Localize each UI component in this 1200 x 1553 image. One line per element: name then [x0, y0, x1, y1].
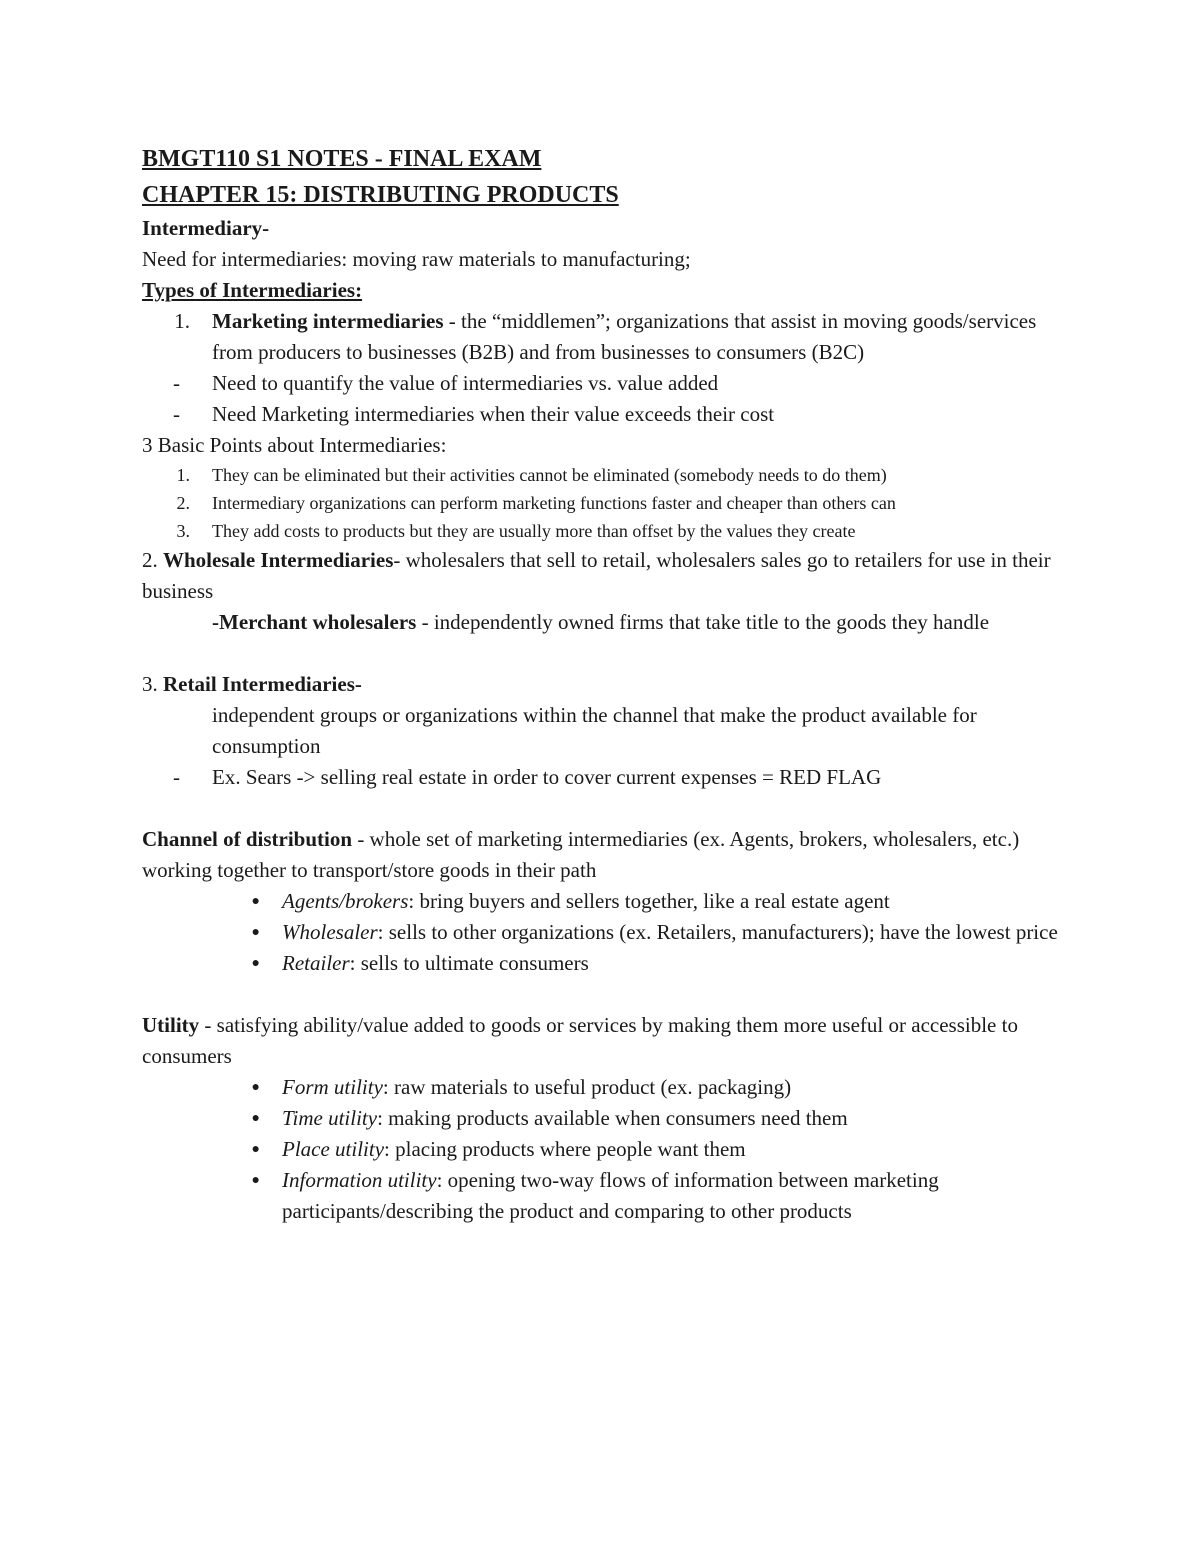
merchant-paragraph	[142, 607, 1062, 638]
dash-marker: -	[173, 371, 180, 395]
bullet-def: : sells to other organizations (ex. Retailers, manufacturers); have the lowest price	[377, 920, 1058, 944]
dash-text: Need Marketing intermediaries when their value exceeds their cost	[212, 402, 775, 426]
retail-heading	[142, 669, 1062, 700]
bullet-def: : making products available when consumers need them	[377, 1106, 848, 1130]
wholesale-prefix: 2.	[142, 548, 163, 572]
dash-marker: -	[173, 765, 180, 789]
intermediary-heading: Intermediary-	[142, 216, 270, 240]
retail-prefix: 3.	[142, 672, 163, 696]
bullet-icon: ●	[251, 1173, 260, 1188]
basic-point-item	[142, 489, 1062, 517]
merchant-term: -Merchant wholesalers	[212, 610, 417, 634]
title-chapter: CHAPTER 15: DISTRIBUTING PRODUCTS	[142, 182, 619, 208]
channel-def: - whole set of marketing intermediaries (ex. Agents, brokers, wholesalers, etc.) working together to transport/store goods in their path	[142, 827, 1020, 882]
basic-points-heading: 3 Basic Points about Intermediaries:	[142, 433, 447, 457]
channel-term: Channel of distribution	[142, 827, 353, 851]
basic-point-item	[142, 461, 1062, 489]
retail-example: Ex. Sears -> selling real estate in order to cover current expenses = RED FLAG	[212, 765, 882, 789]
spacer	[142, 979, 1062, 1010]
bullet-item	[142, 1165, 1062, 1227]
spacer	[142, 638, 1062, 669]
bullet-def: : raw materials to useful product (ex. packaging)	[382, 1075, 792, 1099]
spacer	[142, 793, 1062, 824]
bullet-term: Wholesaler	[282, 920, 378, 944]
marketing-item	[142, 306, 1062, 368]
bullet-text	[282, 1103, 1062, 1134]
dash-item	[142, 368, 1062, 399]
bullet-item	[142, 1134, 1062, 1165]
bullet-icon: ●	[251, 1111, 260, 1126]
channel-paragraph	[142, 824, 1062, 886]
bullet-text	[282, 1134, 1062, 1165]
title-course: BMGT110 S1 NOTES - FINAL EXAM	[142, 146, 542, 172]
marketing-term: Marketing intermediaries	[212, 309, 444, 333]
types-heading: Types of Intermediaries:	[142, 278, 363, 302]
bullet-icon: ●	[251, 956, 260, 971]
dash-marker: -	[173, 402, 180, 426]
bullet-def: : sells to ultimate consumers	[349, 951, 589, 975]
list-number: 2.	[176, 493, 190, 513]
bullet-item	[142, 917, 1062, 948]
dash-item	[142, 399, 1062, 430]
bullet-term: Retailer	[282, 951, 350, 975]
utility-term: Utility	[142, 1013, 200, 1037]
bullet-icon: ●	[251, 1080, 260, 1095]
bullet-term: Agents/brokers	[282, 889, 409, 913]
basic-point-text: They can be eliminated but their activities cannot be eliminated (somebody needs to do them)	[212, 465, 887, 485]
retail-term: Retail Intermediaries-	[163, 672, 362, 696]
bullet-def: : placing products where people want them	[384, 1137, 746, 1161]
dash-item	[142, 762, 1062, 793]
wholesale-term: Wholesale Intermediaries	[163, 548, 394, 572]
utility-def: - satisfying ability/value added to goods or services by making them more useful or accessible to consumers	[142, 1013, 1018, 1068]
basic-point-item	[142, 517, 1062, 545]
basic-point-text: Intermediary organizations can perform marketing functions faster and cheaper than others can	[212, 493, 896, 513]
bullet-item	[142, 886, 1062, 917]
bullet-term: Place utility	[282, 1137, 385, 1161]
basic-point-text: They add costs to products but they are usually more than offset by the values they create	[212, 521, 856, 541]
utility-paragraph	[142, 1010, 1062, 1072]
merchant-def: - independently owned firms that take title to the goods they handle	[416, 610, 990, 634]
bullet-item	[142, 1103, 1062, 1134]
bullet-text	[282, 886, 1062, 917]
marketing-def: - the “middlemen”; organizations that assist in moving goods/services from producers to businesses (B2B) and from businesses to consumers (B2C)	[212, 309, 1037, 364]
wholesale-def: - wholesalers that sell to retail, wholesalers sales go to retailers for use in their business	[142, 548, 1051, 603]
bullet-def: : opening two-way flows of information between marketing participants/describing the product and comparing to other products	[282, 1168, 939, 1223]
list-number: 3.	[176, 521, 190, 541]
bullet-def: : bring buyers and sellers together, like a real estate agent	[408, 889, 890, 913]
bullet-icon: ●	[251, 925, 260, 940]
bullet-text	[282, 948, 1062, 979]
bullet-item	[142, 948, 1062, 979]
bullet-term: Form utility	[282, 1075, 383, 1099]
bullet-icon: ●	[251, 894, 260, 909]
notes-body	[142, 141, 1062, 1227]
wholesale-paragraph	[142, 545, 1062, 607]
need-line: Need for intermediaries: moving raw materials to manufacturing;	[142, 247, 691, 271]
dash-text: Need to quantify the value of intermediaries vs. value added	[212, 371, 719, 395]
list-number: 1.	[174, 309, 190, 333]
bullet-item	[142, 1072, 1062, 1103]
bullet-icon: ●	[251, 1142, 260, 1157]
bullet-term: Time utility	[282, 1106, 378, 1130]
bullet-term: Information utility	[282, 1168, 437, 1192]
bullet-text	[282, 917, 1062, 948]
bullet-text	[282, 1165, 1062, 1227]
marketing-text	[212, 306, 1062, 368]
bullet-text	[282, 1072, 1062, 1103]
list-number: 1.	[176, 465, 190, 485]
retail-def: independent groups or organizations within the channel that make the product available for consumption	[212, 703, 977, 758]
